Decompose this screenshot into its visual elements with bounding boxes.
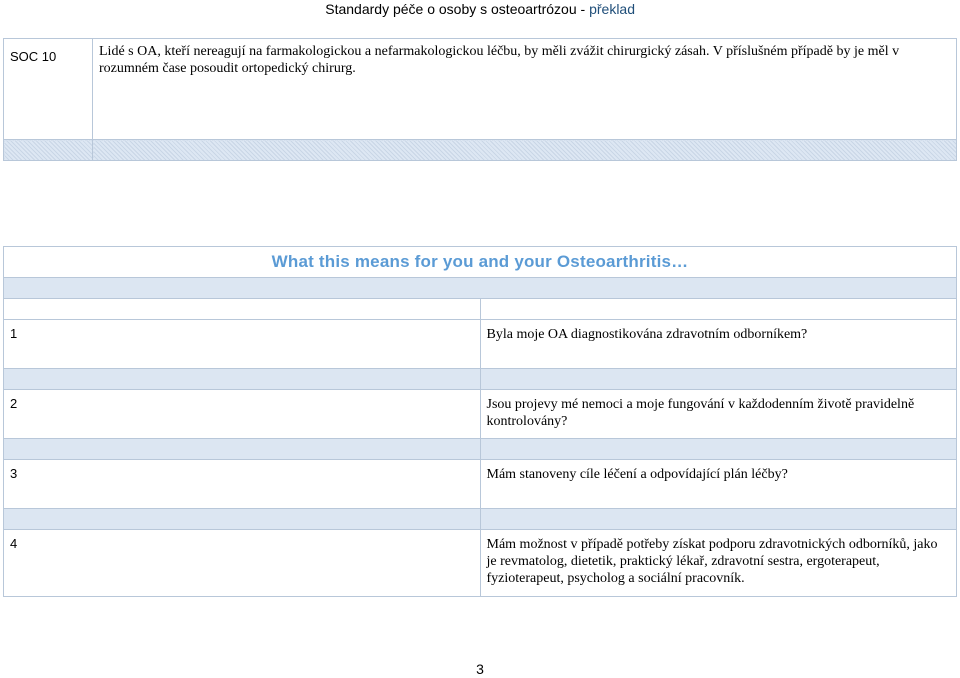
section-title-row: [4, 247, 957, 278]
question-row: [4, 390, 957, 439]
shaded-cell: [4, 140, 93, 161]
shaded-cell: [4, 369, 481, 390]
shaded-row: [4, 278, 957, 299]
shaded-cell: [4, 509, 481, 530]
soc-row: [4, 39, 957, 140]
shaded-cell: [93, 140, 957, 161]
blank-row: [4, 299, 957, 320]
shaded-cell: [480, 369, 957, 390]
blank-cell: [480, 299, 957, 320]
section-title: What this means for you and your Osteoarthritis…: [4, 247, 957, 278]
shaded-cell: [480, 509, 957, 530]
question-number: 2: [4, 390, 481, 439]
soc-table: [3, 38, 957, 161]
header-title: Standardy péče o osoby s osteoartrózou -: [325, 1, 590, 17]
page-header: [0, 0, 960, 20]
shaded-cell: [480, 439, 957, 460]
shaded-row: [4, 439, 957, 460]
questions-table: [3, 246, 957, 597]
question-row: [4, 320, 957, 369]
shaded-cell: [4, 439, 481, 460]
shaded-row: [4, 369, 957, 390]
question-text: Mám stanoveny cíle léčení a odpovídající plán léčby?: [480, 460, 957, 509]
shaded-cell: [4, 278, 957, 299]
question-text: Byla moje OA diagnostikována zdravotním odborníkem?: [480, 320, 957, 369]
blank-cell: [4, 299, 481, 320]
soc-text: Lidé s OA, kteří nereagují na farmakologickou a nefarmakologickou léčbu, by měli zvážit chirurgický zásah. V příslušném případě by je měl v rozumném čase posoudit ortopedický chirurg.: [93, 39, 957, 140]
shaded-row: [4, 509, 957, 530]
question-number: 4: [4, 530, 481, 597]
soc-shaded-row: [4, 140, 957, 161]
question-row: [4, 460, 957, 509]
question-number: 3: [4, 460, 481, 509]
question-number: 1: [4, 320, 481, 369]
question-row: [4, 530, 957, 597]
question-text: Mám možnost v případě potřeby získat podporu zdravotnických odborníků, jako je revmatolog, dietetik, praktický lékař, zdravotní sestra, ergoterapeut, fyzioterapeut, psycholog a sociální pracovník.: [480, 530, 957, 597]
question-text: Jsou projevy mé nemoci a moje fungování v každodenním životě pravidelně kontrolovány?: [480, 390, 957, 439]
soc-label: SOC 10: [4, 39, 93, 140]
header-title-accent: překlad: [589, 1, 635, 17]
page-number: 3: [476, 661, 484, 677]
